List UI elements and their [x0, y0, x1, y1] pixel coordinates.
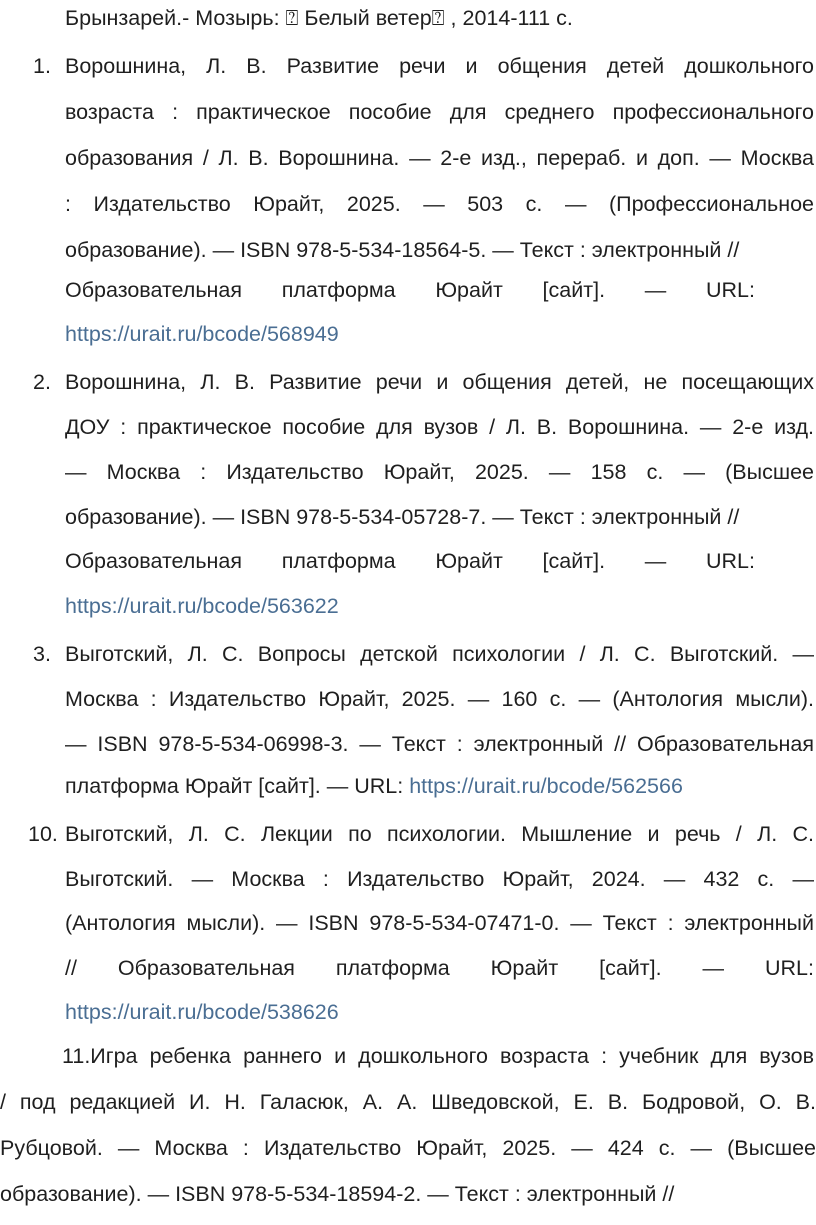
item-1-line-1: Ворошнина, Л. В. Развитие речи и общения детей дошкольного: [65, 54, 814, 78]
item-3-line-4-text: платформа Юрайт [сайт]. — URL:: [65, 774, 410, 798]
intro-line: Брынзарей.- Мозырь: ⍰ Белый ветер⍰ , 2014-111 с.: [65, 6, 573, 30]
item-10-line-2: Выготский. — Москва : Издательство Юрайт, 2024. — 432 с. —: [65, 867, 814, 891]
item-3-line-1: Выготский, Л. С. Вопросы детской психологии / Л. С. Выготский. —: [65, 642, 814, 666]
item-2-line-1: Ворошнина, Л. В. Развитие речи и общения детей, не посещающих: [65, 370, 814, 394]
item-2-line-2: ДОУ : практическое пособие для вузов / Л. В. Ворошнина. — 2-е изд.: [65, 415, 814, 439]
item-11-line-3: Рубцовой. — Москва : Издательство Юрайт, 2025. — 424 с. — (Высшее: [0, 1136, 816, 1160]
item-11-line-2: / под редакцией И. Н. Галасюк, А. А. Шведовской, Е. В. Бодровой, О. В.: [0, 1090, 816, 1114]
item-2-url-link[interactable]: https://urait.ru/bcode/563622: [65, 594, 339, 618]
item-3-line-3: — ISBN 978-5-534-06998-3. — Текст : электронный // Образовательная: [65, 732, 814, 756]
item-2-line-3: — Москва : Издательство Юрайт, 2025. — 158 с. — (Высшее: [65, 460, 814, 484]
item-10-number: 10.: [28, 822, 58, 846]
item-1-line-3: образования / Л. В. Ворошнина. — 2-е изд., перераб. и доп. — Москва: [65, 146, 814, 170]
item-1-line-4: : Издательство Юрайт, 2025. — 503 с. — (Профессиональное: [65, 192, 814, 216]
item-1-url-link[interactable]: https://urait.ru/bcode/568949: [65, 322, 339, 346]
item-2-line-4: образование). — ISBN 978-5-534-05728-7. — Текст : электронный //: [65, 505, 740, 529]
item-1-number: 1.: [33, 54, 51, 78]
item-3-number: 3.: [33, 642, 51, 666]
item-10-line-4: // Образовательная платформа Юрайт [сайт]. — URL:: [65, 956, 814, 980]
item-2-line-5: Образовательная платформа Юрайт [сайт]. — URL:: [65, 549, 755, 573]
item-1-line-5: образование). — ISBN 978-5-534-18564-5. — Текст : электронный //: [65, 238, 740, 262]
item-3-url-link[interactable]: https://urait.ru/bcode/562566: [409, 774, 683, 798]
item-1-line-6: Образовательная платформа Юрайт [сайт]. — URL:: [65, 278, 755, 302]
item-10-line-1: Выготский, Л. С. Лекции по психологии. Мышление и речь / Л. С.: [65, 822, 814, 846]
item-10-url-link[interactable]: https://urait.ru/bcode/538626: [65, 1000, 339, 1024]
item-10-line-3: (Антология мысли). — ISBN 978-5-534-07471-0. — Текст : электронный: [65, 911, 814, 935]
item-11-line-4: образование). — ISBN 978-5-534-18594-2. — Текст : электронный //: [0, 1182, 675, 1206]
item-1-line-2: возраста : практическое пособие для среднего профессионального: [65, 100, 814, 124]
item-2-number: 2.: [33, 370, 51, 394]
item-3-line-4: [65, 764, 814, 808]
item-11-line-1: 11.Игра ребенка раннего и дошкольного возраста : учебник для вузов: [62, 1044, 814, 1068]
item-3-line-2: Москва : Издательство Юрайт, 2025. — 160 с. — (Антология мысли).: [65, 687, 814, 711]
